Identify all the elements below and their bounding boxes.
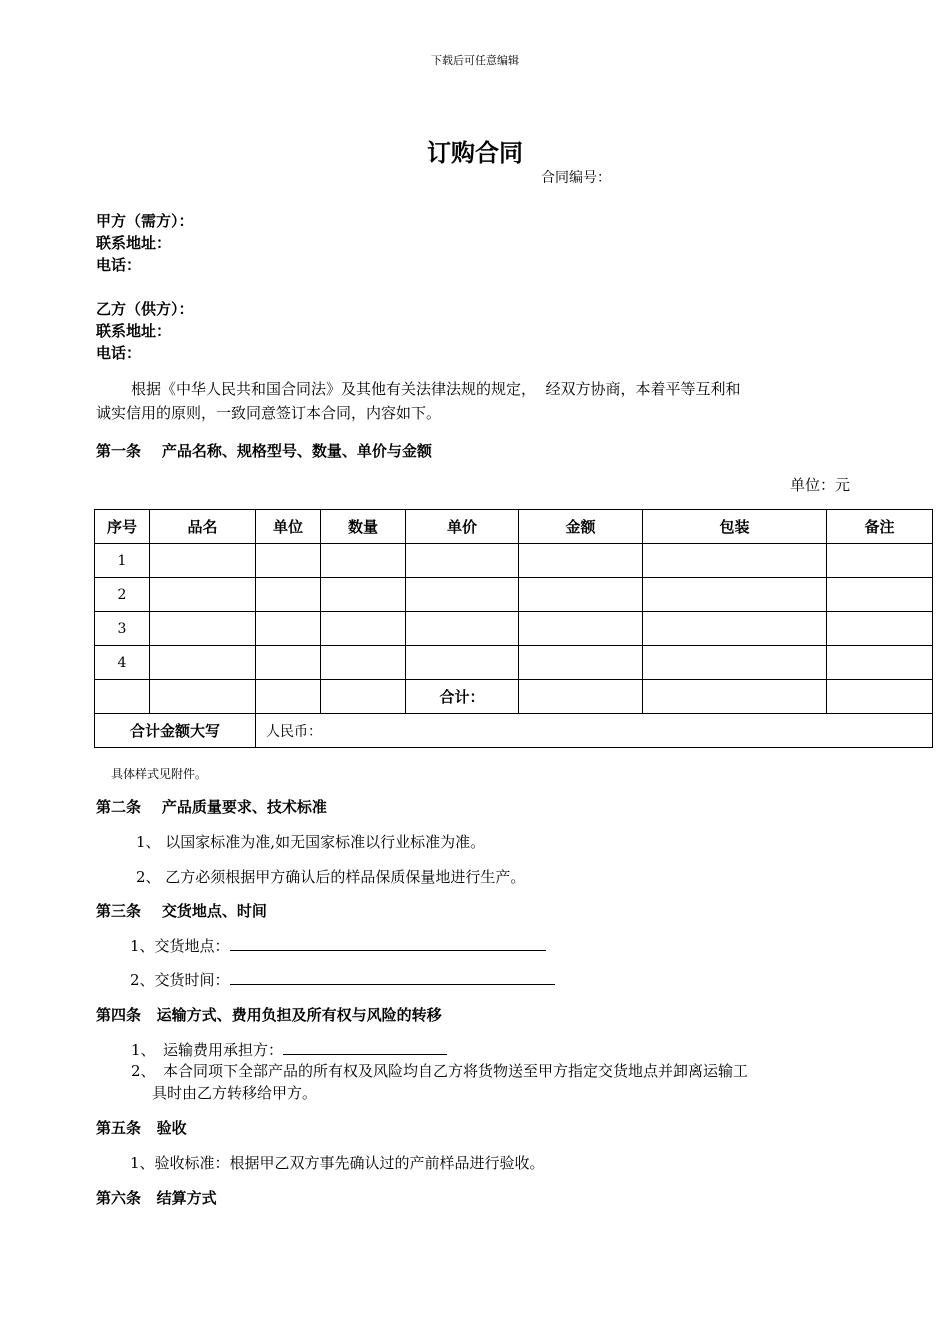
table-cell	[256, 578, 321, 612]
table-cell	[95, 680, 150, 714]
article-1-heading: 第一条 产品名称、规格型号、数量、单价与金额	[96, 442, 432, 460]
col-header: 单位	[256, 510, 321, 544]
table-cell	[827, 544, 933, 578]
article-4-item-2-line-2: 具时由乙方转移给甲方。	[152, 1084, 318, 1102]
table-cell	[256, 612, 321, 646]
col-header: 单价	[406, 510, 519, 544]
intro-line-1: 根据《中华人民共和国合同法》及其他有关法律法规的规定， 经双方协商，本着平等互利和	[131, 380, 741, 398]
party-b-phone: 电话：	[96, 344, 142, 362]
article-3-heading: 第三条 交货地点、时间	[96, 902, 267, 920]
total-words-row	[95, 714, 933, 748]
table-cell	[150, 646, 256, 680]
party-a-phone: 电话：	[96, 256, 142, 274]
table-cell	[519, 578, 643, 612]
table-cell	[827, 646, 933, 680]
article-4-item-1-num: 1、	[131, 1041, 156, 1059]
header-note: 下载后可任意编辑	[431, 54, 519, 67]
delivery-place-blank[interactable]	[230, 935, 546, 951]
article-2-item-1: 1、 以国家标准为准,如无国家标准以行业标准为准。	[136, 833, 486, 851]
subtotal-label: 合计：	[406, 680, 519, 714]
article-2-heading: 第二条 产品质量要求、技术标准	[96, 798, 327, 816]
table-cell	[321, 612, 406, 646]
table-cell	[256, 680, 321, 714]
attachment-note: 具体样式见附件。	[111, 767, 208, 781]
unit-label: 单位：元	[790, 476, 851, 494]
party-b-name: 乙方（供方）：	[96, 300, 194, 318]
transport-cost-blank[interactable]	[283, 1039, 447, 1055]
delivery-place-row	[130, 935, 546, 956]
row-number: 4	[95, 646, 150, 680]
table-row	[95, 612, 933, 646]
table-cell	[827, 612, 933, 646]
table-cell	[643, 680, 827, 714]
transport-cost-label: 运输费用承担方：	[163, 1041, 284, 1059]
intro-line-2: 诚实信用的原则，一致同意签订本合同，内容如下。	[96, 404, 442, 422]
article-4-heading: 第四条 运输方式、费用负担及所有权与风险的转移	[96, 1006, 442, 1024]
article-5-heading: 第五条 验收	[96, 1119, 187, 1137]
row-number: 3	[95, 612, 150, 646]
article-2-item-2: 2、 乙方必须根据甲方确认后的样品保质保量地进行生产。	[136, 868, 526, 886]
table-row	[95, 544, 933, 578]
party-a-name: 甲方（需方）：	[96, 212, 194, 230]
table-cell	[150, 578, 256, 612]
table-cell	[519, 612, 643, 646]
subtotal-row	[95, 680, 933, 714]
article-4-item-2-num: 2、	[131, 1062, 156, 1080]
table-cell	[643, 612, 827, 646]
row-number: 2	[95, 578, 150, 612]
table-cell	[321, 680, 406, 714]
table-cell	[406, 578, 519, 612]
col-header: 数量	[321, 510, 406, 544]
article-6-heading: 第六条 结算方式	[96, 1189, 217, 1207]
page-title: 订购合同	[427, 139, 523, 167]
table-cell	[643, 646, 827, 680]
table-cell	[256, 544, 321, 578]
delivery-place-label: 1、交货地点：	[130, 937, 230, 955]
table-cell	[321, 578, 406, 612]
col-header: 备注	[827, 510, 933, 544]
table-cell	[827, 680, 933, 714]
table-cell	[406, 612, 519, 646]
col-header: 品名	[150, 510, 256, 544]
table-cell	[643, 544, 827, 578]
total-words-label: 合计金额大写	[95, 714, 256, 748]
table-cell	[519, 646, 643, 680]
total-words-value: 人民币：	[256, 714, 933, 748]
table-cell	[519, 680, 643, 714]
delivery-time-blank[interactable]	[230, 969, 555, 985]
table-cell	[406, 646, 519, 680]
party-b-address: 联系地址：	[96, 322, 172, 340]
transport-cost-row	[163, 1039, 447, 1060]
table-cell	[321, 646, 406, 680]
delivery-time-row	[130, 969, 555, 990]
table-cell	[519, 544, 643, 578]
table-row	[95, 646, 933, 680]
article-5-item-1: 1、验收标准：根据甲乙双方事先确认过的产前样品进行验收。	[130, 1154, 545, 1172]
table-cell	[406, 544, 519, 578]
table-cell	[150, 612, 256, 646]
table-cell	[150, 680, 256, 714]
col-header: 包装	[643, 510, 827, 544]
table-cell	[150, 544, 256, 578]
party-a-address: 联系地址：	[96, 234, 172, 252]
row-number: 1	[95, 544, 150, 578]
table-row	[95, 578, 933, 612]
table-header-row	[95, 510, 933, 544]
product-table	[94, 509, 933, 748]
table-cell	[321, 544, 406, 578]
col-header: 金额	[519, 510, 643, 544]
contract-number-label: 合同编号：	[541, 170, 611, 186]
table-cell	[256, 646, 321, 680]
article-4-item-2-line-1: 本合同项下全部产品的所有权及风险均自乙方将货物送至甲方指定交货地点并卸离运输工	[163, 1062, 749, 1080]
table-cell	[643, 578, 827, 612]
table-cell	[827, 578, 933, 612]
delivery-time-label: 2、交货时间：	[130, 971, 230, 989]
col-header: 序号	[95, 510, 150, 544]
